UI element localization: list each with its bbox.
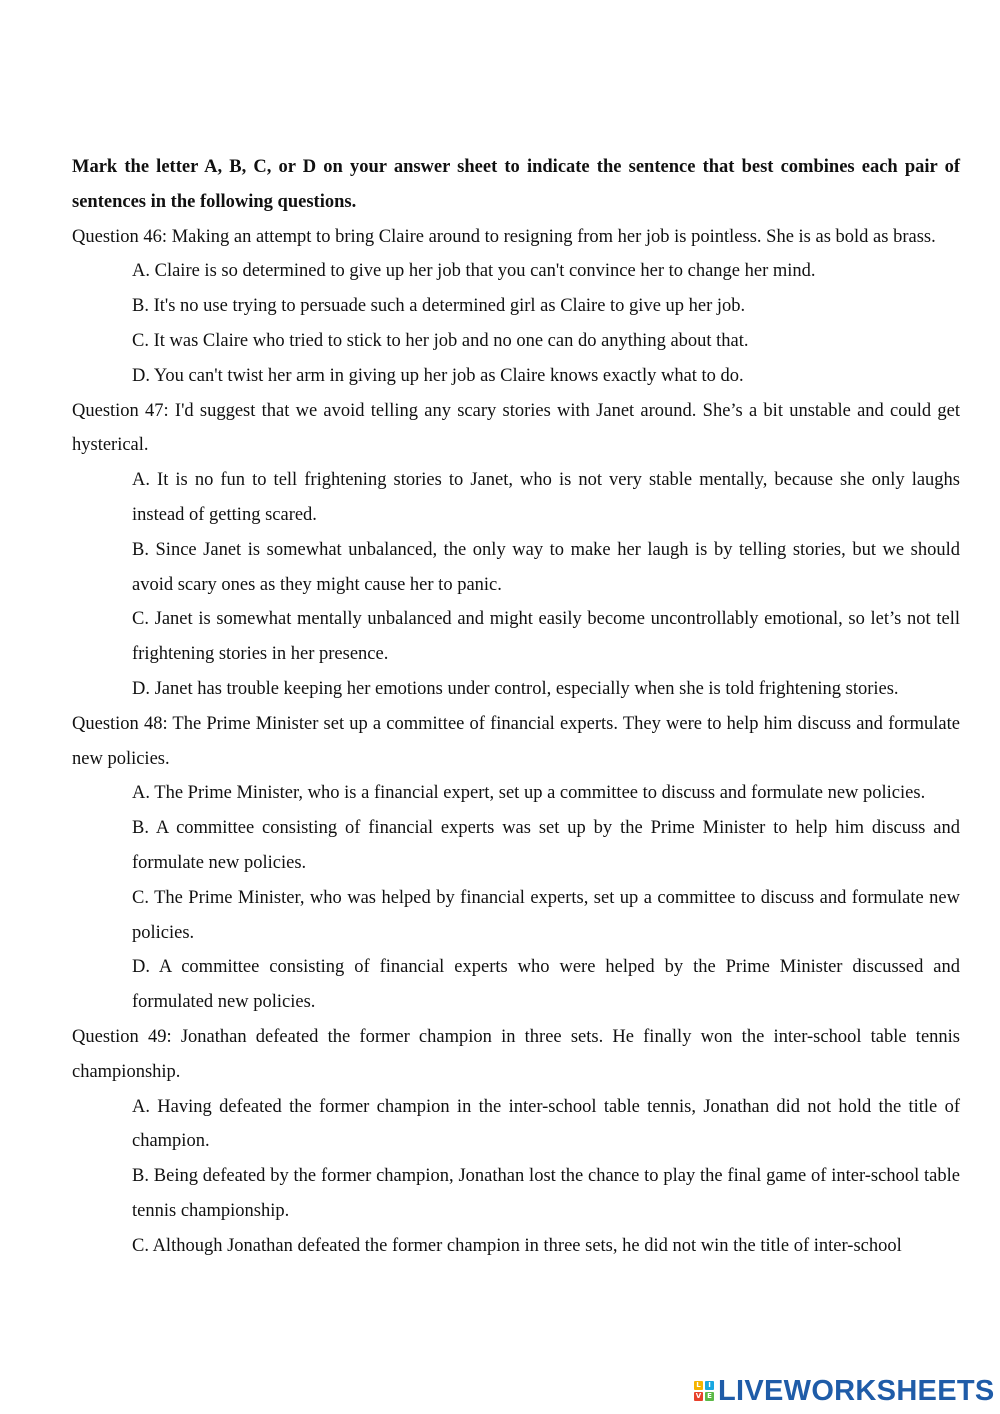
question-text: Question 49: Jonathan defeated the former champion in three sets. He finally won the inter-school table tennis championship. xyxy=(72,1026,960,1082)
option-d: D. You can't twist her arm in giving up her job as Claire knows exactly what to do. xyxy=(132,365,744,386)
option-a: A. It is no fun to tell frightening stories to Janet, who is not very stable mentally, because she only laughs instead of getting scared. xyxy=(132,470,960,525)
question-46 xyxy=(72,220,960,394)
question-text: Question 48: The Prime Minister set up a committee of financial experts. They were to help him discuss and formulate new policies. xyxy=(72,713,960,769)
option-c: C. Janet is somewhat mentally unbalanced and might easily become uncontrollably emotional, so let’s not tell frightening stories in her presence. xyxy=(132,609,960,665)
option-b: B. A committee consisting of financial experts was set up by the Prime Minister to help him discuss and formulate new policies. xyxy=(132,818,960,873)
question-49 xyxy=(72,1020,960,1264)
option-c: C. It was Claire who tried to stick to her job and no one can do anything about that. xyxy=(132,330,749,351)
liveworksheets-logo xyxy=(694,1374,995,1408)
instructions: Mark the letter A, B, C, or D on your answer sheet to indicate the sentence that best combines each pair of sentences in the following questions. xyxy=(72,157,960,212)
option-c: C. The Prime Minister, who was helped by financial experts, set up a committee to discuss and formulate new policies. xyxy=(132,887,960,943)
option-b: B. Since Janet is somewhat unbalanced, the only way to make her laugh is by telling stories, but we should avoid scary ones as they might cause her to panic. xyxy=(132,539,960,595)
option-a: A. Having defeated the former champion in the inter-school table tennis, Jonathan did not hold the title of champion. xyxy=(132,1096,960,1152)
worksheet-content xyxy=(72,150,960,1264)
option-b: B. It's no use trying to persuade such a determined girl as Claire to give up her job. xyxy=(132,296,746,317)
option-d: D. Janet has trouble keeping her emotions under control, especially when she is told frightening stories. xyxy=(132,678,899,699)
question-47 xyxy=(72,394,960,707)
logo-mark-icon: L I V E xyxy=(694,1381,714,1401)
option-c: C. Although Jonathan defeated the former champion in three sets, he did not win the title of inter-school xyxy=(132,1235,902,1256)
option-a: A. Claire is so determined to give up her job that you can't convince her to change her mind. xyxy=(132,261,816,282)
question-text: Question 47: I'd suggest that we avoid telling any scary stories with Janet around. She’s a bit unstable and could get hysterical. xyxy=(72,400,960,456)
option-b: B. Being defeated by the former champion, Jonathan lost the chance to play the final game of inter-school table tennis championship. xyxy=(132,1166,960,1221)
option-d: D. A committee consisting of financial experts who were helped by the Prime Minister discussed and formulated new policies. xyxy=(132,957,960,1013)
logo-text: LIVEWORKSHEETS xyxy=(718,1374,995,1407)
question-text: Question 46: Making an attempt to bring Claire around to resigning from her job is pointless. She is as bold as brass. xyxy=(72,226,936,247)
question-48 xyxy=(72,707,960,1020)
option-a: A. The Prime Minister, who is a financial expert, set up a committee to discuss and formulate new policies. xyxy=(132,783,926,804)
